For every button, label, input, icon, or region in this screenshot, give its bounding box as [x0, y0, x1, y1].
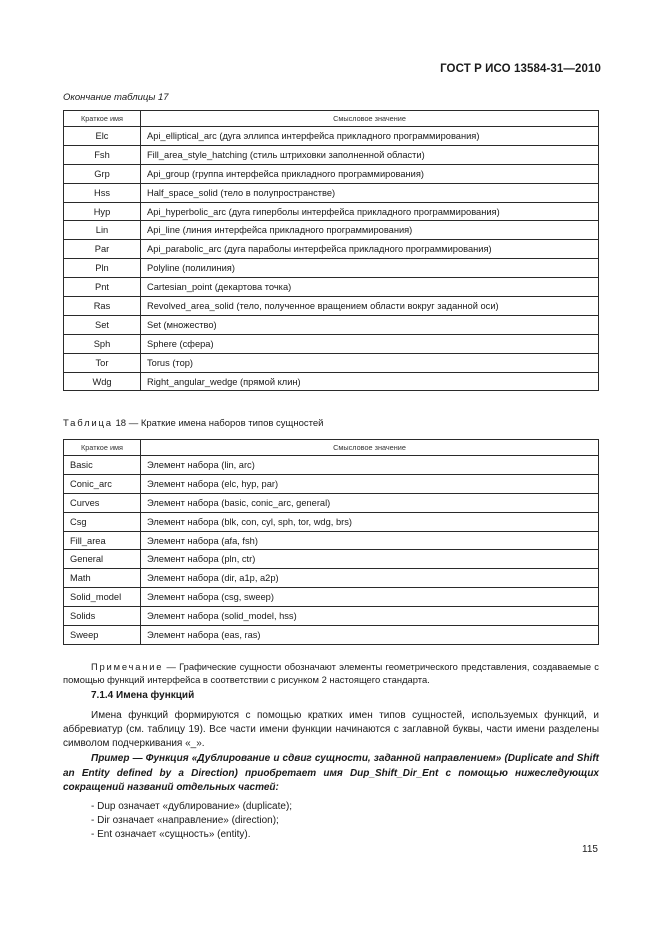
meaning-cell: Revolved_area_solid (тело, полученное вращением области вокруг заданной оси)	[141, 297, 599, 316]
meaning-cell: Api_group (группа интерфейса прикладного программирования)	[141, 164, 599, 183]
table-row	[64, 221, 599, 240]
short-name-cell: Tor	[64, 353, 141, 372]
table-row	[64, 531, 599, 550]
meaning-cell: Torus (тор)	[141, 353, 599, 372]
table-row	[64, 474, 599, 493]
short-name-cell: Hss	[64, 183, 141, 202]
table-row	[64, 353, 599, 372]
table-row	[64, 512, 599, 531]
table-note	[63, 660, 599, 686]
table-row	[64, 607, 599, 626]
short-name-cell: Grp	[64, 164, 141, 183]
short-name-cell: Pln	[64, 259, 141, 278]
meaning-cell: Polyline (полилиния)	[141, 259, 599, 278]
list-item: - Dir означает «направление» (direction);	[91, 815, 279, 826]
short-name-cell: Par	[64, 240, 141, 259]
meaning-cell: Элемент набора (blk, con, cyl, sph, tor, wdg, brs)	[141, 512, 599, 531]
table-17-continuation-caption: Окончание таблицы 17	[63, 92, 169, 103]
table-row	[64, 315, 599, 334]
table-row	[64, 259, 599, 278]
meaning-cell: Api_hyperbolic_arc (дуга гиперболы интерфейса прикладного программирования)	[141, 202, 599, 221]
column-header-short-name: Краткое имя	[64, 440, 141, 456]
meaning-cell: Элемент набора (csg, sweep)	[141, 588, 599, 607]
table-17	[63, 110, 599, 391]
short-name-cell: Wdg	[64, 372, 141, 391]
table-row	[64, 127, 599, 146]
short-name-cell: Lin	[64, 221, 141, 240]
short-name-cell: General	[64, 550, 141, 569]
example-paragraph: Пример — Функция «Дублирование и сдвиг сущности, заданной направлением» (Duplicate and Shift an Entity defined by a Direction) приобретает имя Dup_Shift_Dir_Ent с помощью нижеследующих сокращений названий отдельных частей:	[63, 753, 599, 793]
table-18-caption	[63, 418, 323, 429]
table-row	[64, 626, 599, 645]
table-row	[64, 550, 599, 569]
table-row	[64, 334, 599, 353]
section-paragraph: Имена функций формируются с помощью кратких имен типов сущностей, используемых функций, и аббревиатур (см. таблицу 19). Все части имени функции начинаются с заглавной буквы, части имени разделены символом подчеркивания «_».	[63, 710, 599, 749]
meaning-cell: Элемент набора (dir, a1p, a2p)	[141, 569, 599, 588]
meaning-cell: Right_angular_wedge (прямой клин)	[141, 372, 599, 391]
short-name-cell: Solids	[64, 607, 141, 626]
table-18-caption-label: Таблица	[63, 418, 113, 429]
short-name-cell: Set	[64, 315, 141, 334]
table-row	[64, 278, 599, 297]
short-name-cell: Curves	[64, 493, 141, 512]
meaning-cell: Set (множество)	[141, 315, 599, 334]
meaning-cell: Sphere (сфера)	[141, 334, 599, 353]
meaning-cell: Half_space_solid (тело в полупространстве)	[141, 183, 599, 202]
table-row	[64, 164, 599, 183]
table-row	[64, 202, 599, 221]
short-name-cell: Solid_model	[64, 588, 141, 607]
note-label: Примечание	[91, 661, 164, 672]
short-name-cell: Sph	[64, 334, 141, 353]
table-row	[64, 240, 599, 259]
meaning-cell: Api_line (линия интерфейса прикладного программирования)	[141, 221, 599, 240]
page-number: 115	[582, 844, 598, 855]
table-header-row	[64, 111, 599, 127]
short-name-cell: Fsh	[64, 145, 141, 164]
table-row	[64, 456, 599, 475]
meaning-cell: Элемент набора (basic, conic_arc, general)	[141, 493, 599, 512]
meaning-cell: Элемент набора (afa, fsh)	[141, 531, 599, 550]
document-id: ГОСТ Р ИСО 13584-31—2010	[440, 63, 601, 75]
meaning-cell: Элемент набора (lin, arc)	[141, 456, 599, 475]
note-text: — Графические сущности обозначают элементы геометрического представления, создаваемые с помощью функций интерфейса в соответствии с рисунком 2 настоящего стандарта.	[63, 661, 599, 685]
short-name-cell: Fill_area	[64, 531, 141, 550]
short-name-cell: Basic	[64, 456, 141, 475]
table-row	[64, 372, 599, 391]
table-header-row	[64, 440, 599, 456]
meaning-cell: Элемент набора (eas, ras)	[141, 626, 599, 645]
meaning-cell: Элемент набора (solid_model, hss)	[141, 607, 599, 626]
column-header-meaning: Смысловое значение	[141, 111, 599, 127]
table-row	[64, 569, 599, 588]
table-18-caption-text: 18 — Краткие имена наборов типов сущностей	[115, 418, 324, 429]
section-title: 7.1.4 Имена функций	[91, 690, 195, 701]
short-name-cell: Ras	[64, 297, 141, 316]
column-header-short-name: Краткое имя	[64, 111, 141, 127]
meaning-cell: Элемент набора (pln, ctr)	[141, 550, 599, 569]
table-row	[64, 297, 599, 316]
meaning-cell: Api_parabolic_arc (дуга параболы интерфейса прикладного программирования)	[141, 240, 599, 259]
table-row	[64, 145, 599, 164]
meaning-cell: Api_elliptical_arc (дуга эллипса интерфейса прикладного программирования)	[141, 127, 599, 146]
short-name-cell: Pnt	[64, 278, 141, 297]
short-name-cell: Conic_arc	[64, 474, 141, 493]
meaning-cell: Fill_area_style_hatching (стиль штриховки заполненной области)	[141, 145, 599, 164]
table-row	[64, 493, 599, 512]
list-item: - Ent означает «сущность» (entity).	[91, 829, 251, 840]
short-name-cell: Sweep	[64, 626, 141, 645]
meaning-cell: Cartesian_point (декартова точка)	[141, 278, 599, 297]
short-name-cell: Hyp	[64, 202, 141, 221]
table-row	[64, 588, 599, 607]
short-name-cell: Csg	[64, 512, 141, 531]
short-name-cell: Math	[64, 569, 141, 588]
column-header-meaning: Смысловое значение	[141, 440, 599, 456]
meaning-cell: Элемент набора (elc, hyp, par)	[141, 474, 599, 493]
list-item: - Dup означает «дублирование» (duplicate);	[91, 801, 293, 812]
table-row	[64, 183, 599, 202]
example-list	[91, 800, 292, 842]
short-name-cell: Elc	[64, 127, 141, 146]
table-18	[63, 439, 599, 645]
